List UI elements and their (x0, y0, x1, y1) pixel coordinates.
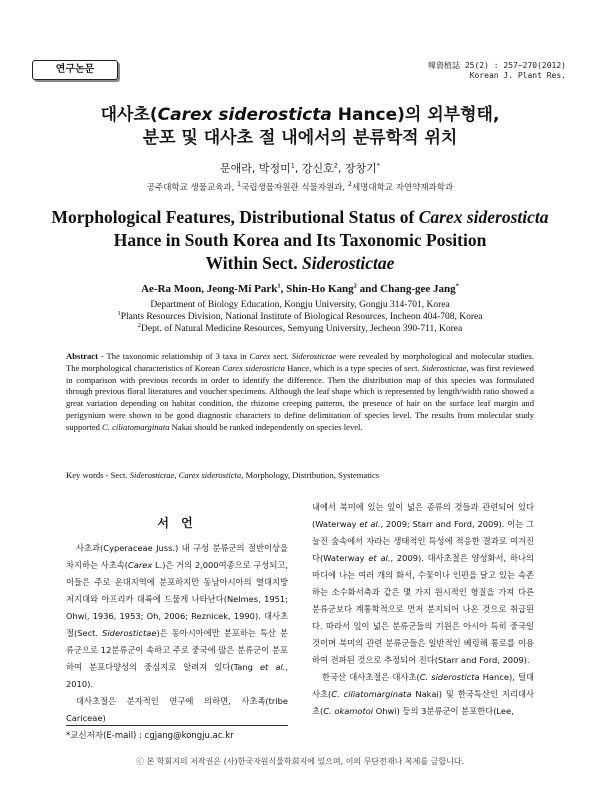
author-separator: and (356, 283, 381, 295)
article-type-tag: 연구논문 (32, 60, 118, 80)
abstract (66, 351, 534, 434)
corresponding-author-footnote (66, 729, 306, 741)
journal-citation-line1: 韓資植誌 25(2) : 257~270(2012) (428, 61, 566, 70)
korean-title-species: Carex siderosticta (157, 105, 332, 125)
korean-title-part: Hance)의 외부형태, (331, 105, 500, 125)
paragraph-text: C. siderosticta (419, 672, 480, 682)
keywords-label: Key words (66, 470, 104, 480)
author-name: 박정미 (258, 162, 291, 175)
keywords (66, 470, 534, 480)
paragraph-text: )은 동아시아에만 분포하는 특산 분류군으로 12분류군이 속하고 주로 중국에 많은 분류군이 분포하여 분포다양성의 중심지로 알려져 있다(Tang (66, 628, 288, 672)
affiliation-text: 공주대학교 생물교육과, (146, 183, 235, 193)
journal-citation-line2: Korean J. Plant Res. (469, 71, 566, 80)
author-separator: , (280, 283, 287, 295)
abstract-text: sect. (270, 351, 292, 361)
abstract-text: Carex (249, 351, 271, 361)
keywords-text: Siderostictae (129, 470, 175, 480)
paragraph-text: et al. (259, 662, 286, 672)
author-affiliation-mark: * (455, 282, 459, 290)
journal-citation (428, 61, 566, 81)
affiliation-line (0, 299, 600, 311)
paragraph-text: et al. (368, 553, 391, 563)
abstract-label: Abstract (66, 351, 98, 361)
paragraph-text: 내에서 북미에 있는 잎이 넓은 종류의 것들과 관련되어 있다(Waterway (312, 502, 534, 529)
affiliation-text: Plants Resources Division, National Institute of Biological Resources, Incheon 404-708, Korea (120, 312, 483, 322)
korean-title-line2: 분포 및 대사초 절 내에서의 분류학적 위치 (142, 128, 458, 148)
author-affiliation-mark: 2 (333, 161, 338, 170)
affiliation-text: 세명대학교 자연약재과학과 (351, 183, 454, 193)
author-name: Jeong-Mi Park (206, 283, 278, 295)
affiliation-line (0, 311, 600, 323)
abstract-text: Siderostictae (291, 351, 337, 361)
author-separator: , (337, 162, 345, 175)
korean-authors (0, 160, 600, 176)
abstract-text: were revealed by morphological and molecular studies. The morphological characteristics of Korean (66, 351, 534, 373)
korean-title-line1 (0, 104, 600, 127)
left-column-text (66, 540, 288, 727)
keywords-text: Carex siderosticta (178, 470, 242, 480)
paragraph-text: L.)은 거의 2,000여종으로 구성되고, 이들은 주로 온대지역에 분포하지만 동남아시아의 열대지방 저지대와 아프리카 대륙에 드물게 나타난다(Nelmes, 1951; Ohwi, 1936, 1953; Oh, 2006; Reznicek, 1990). 대사초절(Sect. (66, 560, 288, 638)
abstract-text: Hance, which is a type species of sect. (284, 362, 422, 373)
korean-title-part: 대사초( (100, 105, 158, 125)
paragraph (66, 693, 288, 727)
paragraph-text: C. okamotoi (323, 706, 374, 716)
author-affiliation-mark: 1 (290, 161, 295, 170)
paragraph-text: Carex (128, 560, 153, 570)
english-title-line2: Hance in South Korea and Its Taxonomic Position (113, 230, 487, 250)
paragraph-text: , 2010). (66, 662, 288, 689)
paragraph (66, 540, 288, 693)
affiliation-mark: 2 (347, 180, 352, 189)
author-affiliation-mark: * (376, 161, 381, 170)
abstract-text: Nakai should be ranked independently on species level. (169, 421, 363, 432)
english-title-part: Morphological Features, Distributional Status of (51, 207, 419, 227)
footnote-email: : cgjang@kongju.ac.kr (136, 731, 234, 741)
abstract-text: Carex siderosticta (222, 362, 285, 373)
paragraph-text: Siderostictae (102, 628, 157, 638)
paragraph-text: 대사초절은 분자적인 연구에 의하면, 사초족(tribe Cariceae) (66, 696, 288, 723)
author-separator: , (251, 162, 259, 175)
abstract-text: C. ciliatomarginata (102, 421, 170, 432)
english-title-line3 (0, 252, 600, 275)
author-separator: , (294, 162, 302, 175)
author-name: Ae-Ra Moon (141, 283, 202, 295)
abstract-text: - The taxonomic relationship of 3 taxa in (97, 351, 250, 361)
author-name: 강신호 (301, 162, 334, 175)
right-column-text (312, 499, 534, 720)
author-affiliation-mark: 2 (353, 282, 357, 290)
keywords-text: , (174, 470, 179, 480)
affiliation-mark: 1 (117, 309, 121, 317)
paragraph-text: 한국산 대사초절은 대사초( (322, 672, 420, 682)
english-title-species: Carex siderosticta (418, 207, 549, 227)
paragraph-text: Ohwi) 등의 3분류군이 분포한다(Lee, (373, 706, 514, 716)
author-name: Shin-Ho Kang (286, 283, 354, 295)
section-heading-introduction: 서 언 (157, 516, 197, 530)
copyright-notice: ⓒ 본 학회지의 저작권은 (사)한국자원식물학회지에 있으며, 이의 무단전재나 복제를 금합니다. (135, 757, 465, 766)
abstract-text: Siderostictae (421, 362, 467, 373)
paragraph-text: Hance), 털대사초( (312, 672, 534, 699)
keywords-text: - Sect. (103, 470, 130, 480)
paragraph-text: Nakai) 및 한국특산인 지리대사초( (312, 689, 534, 716)
english-affiliations (0, 299, 600, 335)
affiliation-mark: 2 (137, 321, 142, 329)
paragraph-text: , 2009; Starr and Ford, 2009). 이는 그늘진 숲속에서 자라는 생태적인 특성에 적응한 결과로 여겨진다(Waterway (312, 519, 534, 563)
abstract-text: , was first reviewed in comparison with previous records in order to identify the difference. Then the distribution map of this species was formulated through previous floral literatures and voucher specimens. Although the leaf shape which is represented by length/width ratio showed a great variation depending on habitat condition, the rhizome creeping patterns, the presence of hair on the surface leaf margin and perigynium were shown to be good diagnostic characters to define delimitation of species level. The results from molecular study supported (66, 362, 534, 432)
english-authors (0, 283, 600, 295)
keywords-text: , Morphology, Distribution, Systematics (241, 470, 380, 480)
english-title-part: Within Sect. (205, 253, 303, 273)
affiliation-text: Dept. of Natural Medicine Resources, Semyung University, Jecheon 390-711, Korea (141, 324, 463, 334)
english-title (0, 206, 600, 275)
english-title-section: Siderostictae (302, 253, 395, 273)
author-name: 문애라 (219, 162, 252, 175)
korean-title (0, 104, 600, 150)
footnote-label: *교신저자(E-mail) (66, 731, 137, 741)
paragraph-text: , 2009). 대사초절은 양성화서, 하나의 마디에 나는 여러 개의 화서, 수꽃이나 인편을 달고 있는 속존하는 소수화서축과 같은 몇 가지 원시적인 형질을 가져 다른 분류군보다 계통학적으로 먼저 분지되어 나온 것으로 취급된다. 따라서 잎이 넓은 분류군들의 기원은 아시아 특히 중국일 것이며 북미의 관련 분류군들은 일반적인 베링해 통로를 이용하여 전파된 것으로 추정되어 진다(Starr and Ford, 2009). (312, 553, 534, 665)
affiliation-text: 국립생물자원관 식물자원과, (241, 183, 346, 193)
author-separator: , (201, 283, 207, 295)
footnote-divider (66, 725, 288, 726)
paragraph-text: C. ciliatomarginata (331, 689, 412, 699)
english-title-line1 (0, 206, 600, 229)
author-name: Chang-gee Jang (380, 283, 456, 295)
affiliation-mark: 1 (237, 180, 242, 189)
paragraph (312, 499, 534, 669)
paragraph (312, 669, 534, 720)
paragraph-text: 사초과(Cyperaceae Juss.) 내 구성 분류군의 절반이상을 차지하는 사초속( (66, 543, 288, 570)
affiliation-text: Department of Biology Education, Kongju University, Gongju 314-701, Korea (150, 300, 450, 310)
paragraph-text: et al. (359, 519, 381, 529)
author-affiliation-mark: 1 (277, 282, 281, 290)
korean-affiliations (0, 181, 600, 193)
author-name: 장창기 (344, 162, 377, 175)
affiliation-line (0, 323, 600, 335)
